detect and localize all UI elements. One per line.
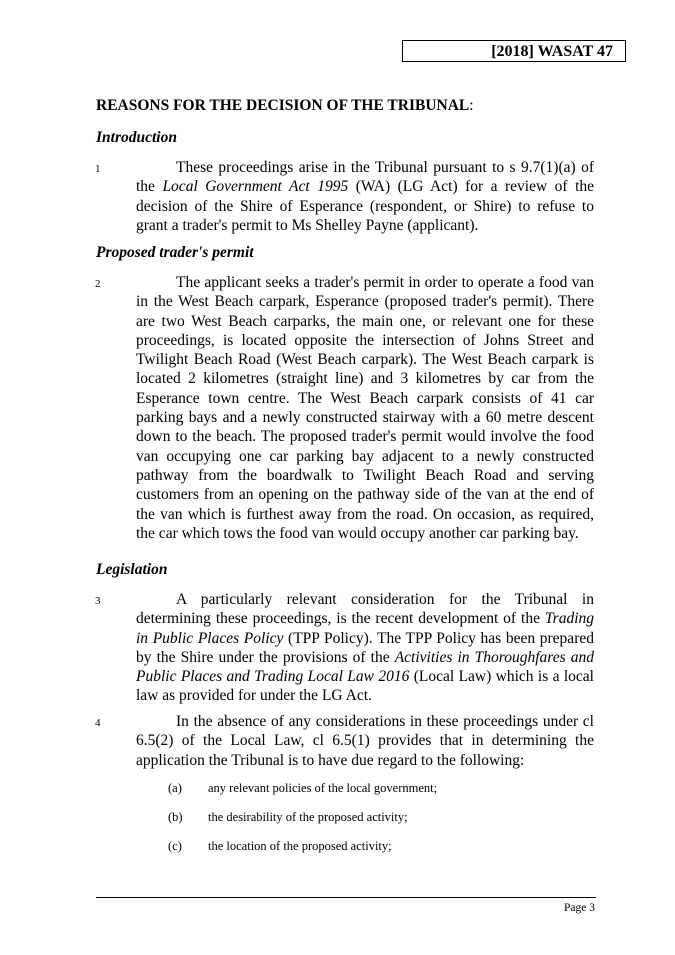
- paragraph-number: 1: [95, 163, 101, 175]
- policy-title: Trading in Public Places Policy: [136, 610, 594, 647]
- list-item-text: the location of the proposed activity;: [208, 839, 392, 853]
- paragraph-2: [136, 273, 594, 543]
- section-heading-legislation: Legislation: [96, 561, 168, 578]
- list-item: [168, 810, 408, 825]
- footer-divider: [96, 897, 596, 898]
- reasons-heading: [96, 97, 474, 115]
- list-item-label: (b): [168, 810, 183, 824]
- page-number: Page 3: [564, 902, 595, 914]
- list-item-label: (a): [168, 781, 182, 795]
- list-item: [168, 781, 437, 796]
- paragraph-3-text-b: (TPP Policy). The TPP Policy has been prepared by the Shire under the provisions of the: [136, 629, 594, 666]
- paragraph-number: 3: [95, 595, 101, 607]
- paragraph-1-text-b: (WA) (LG Act) for a review of the decision of the Shire of Esperance (respondent, or Shire) to refuse to grant a trader's permit to Ms Shelley Payne (applicant).: [136, 178, 595, 234]
- list-item: [168, 839, 392, 854]
- list-item-label: (c): [168, 839, 182, 853]
- section-heading-introduction: Introduction: [96, 129, 177, 146]
- act-title: Local Government Act 1995: [162, 178, 349, 196]
- paragraph-3-text-c: (Local Law) which is a local law as provided for under the LG Act.: [136, 668, 594, 705]
- paragraph-1: [136, 158, 594, 235]
- reasons-heading-text: REASONS FOR THE DECISION OF THE TRIBUNAL: [96, 97, 470, 114]
- case-citation-box: [402, 40, 626, 62]
- reasons-heading-colon: :: [469, 97, 474, 114]
- list-item-text: any relevant policies of the local government;: [208, 781, 438, 795]
- paragraph-4: [136, 712, 594, 770]
- paragraph-number: 2: [95, 278, 101, 290]
- list-item-text: the desirability of the proposed activity;: [208, 810, 408, 824]
- local-law-title: Activities in Thoroughfares and Public Places and Trading Local Law 2016: [136, 648, 594, 686]
- paragraph-3-text-a: A particularly relevant consideration for the Tribunal in determining these proceedings, is the recent development of the: [136, 591, 594, 628]
- paragraph-3: [136, 590, 594, 706]
- section-heading-proposed-permit: Proposed trader's permit: [96, 244, 254, 261]
- paragraph-1-text-a: These proceedings arise in the Tribunal pursuant to s 9.7(1)(a) of the: [136, 159, 594, 196]
- paragraph-number: 4: [95, 717, 101, 729]
- paragraph-2-text: The applicant seeks a trader's permit in order to operate a food van in the West Beach carpark, Esperance (proposed trader's permit). There are two West Beach carparks, the main one, or relevant one for these proceedings, is located opposite the intersection of Johns Street and Twilight Beach Road (West Beach carpark). The West Beach carpark is located 2 kilometres (straight line) and 3 kilometres by car from the Esperance town centre. The West Beach carpark consists of 41 car parking bays and a newly constructed stairway with a 60 metre descent down to the beach. The proposed trader's permit would involve the food van occupying one car parking bay adjacent to a newly constructed pathway from the boardwalk to Twilight Beach Road and serving customers from an opening on the pathway side of the van at the end of the van which is furthest away from the road. On occasion, as required, the car which tows the food van would occupy another car parking bay.: [136, 274, 594, 542]
- case-citation: [2018] WASAT 47: [491, 43, 613, 60]
- paragraph-4-text: In the absence of any considerations in these proceedings under cl 6.5(2) of the Local Law, cl 6.5(1) provides that in determining the application the Tribunal is to have due regard to the following:: [136, 713, 594, 769]
